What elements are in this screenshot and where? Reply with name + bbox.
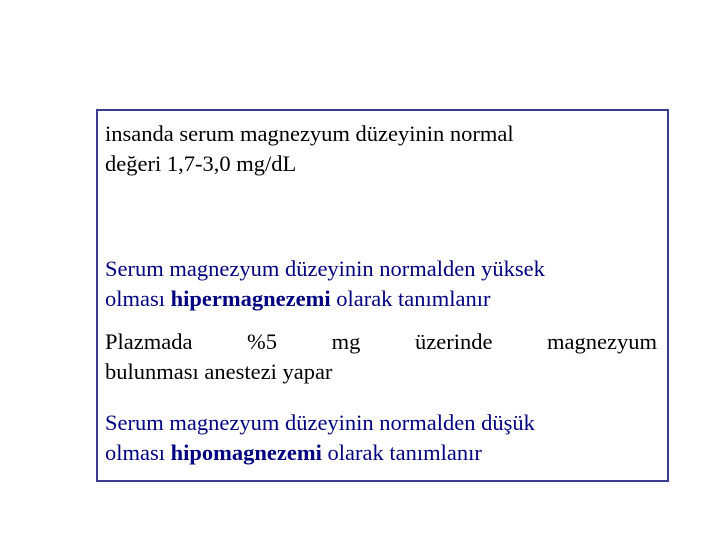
- plasma-paragraph: [105, 327, 657, 387]
- hyper-line-2: [105, 284, 657, 314]
- normal-value-line-1: insanda serum magnezyum düzeyinin normal: [105, 121, 514, 146]
- normal-value-line-2: değeri 1,7-3,0 mg/dL: [105, 151, 297, 176]
- normal-value-paragraph: [105, 119, 657, 179]
- hypomagnesemia-paragraph: [105, 408, 657, 468]
- content-box: [96, 109, 669, 482]
- hypomagnesemia-term: hipomagnezemi: [170, 440, 322, 465]
- hyper-line-2-suffix: olarak tanımlanır: [330, 286, 491, 311]
- hypermagnesemia-term: hipermagnezemi: [170, 286, 331, 311]
- hyper-line-2-prefix: olması: [105, 286, 171, 311]
- hypo-line-2: [105, 438, 657, 468]
- hypo-line-1: Serum magnezyum düzeyinin normalden düşük: [105, 410, 535, 435]
- hypo-line-2-prefix: olması: [105, 440, 171, 465]
- hypo-line-2-suffix: olarak tanımlanır: [321, 440, 482, 465]
- hypermagnesemia-paragraph: [105, 254, 657, 314]
- hyper-line-1: Serum magnezyum düzeyinin normalden yüksek: [105, 256, 545, 281]
- plasma-line-1: Plazmada %5 mg üzerinde magnezyum: [105, 329, 657, 354]
- plasma-line-2: bulunması anestezi yapar: [105, 359, 333, 384]
